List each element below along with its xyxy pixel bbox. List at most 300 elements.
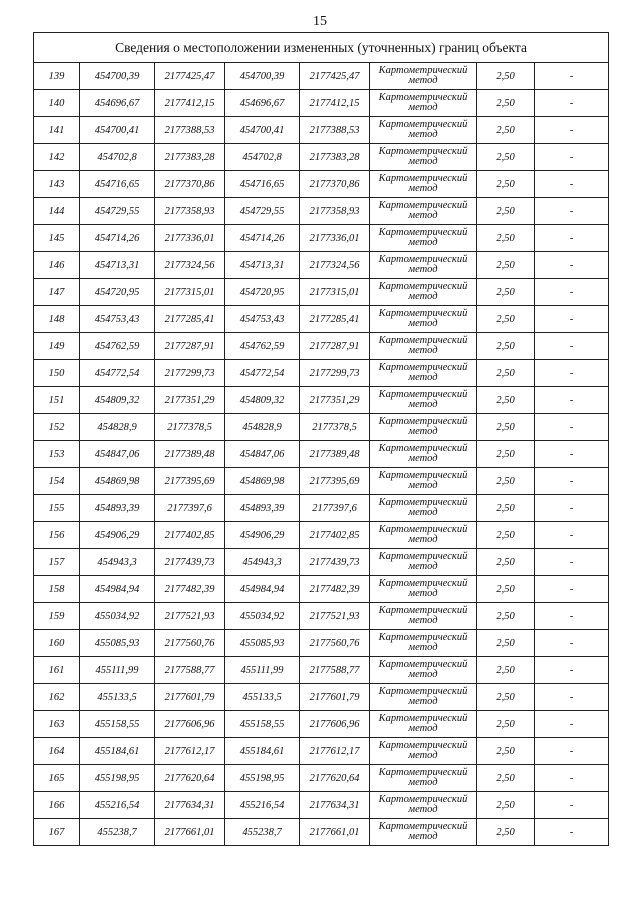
table-row [34,792,609,819]
refined-x: 454906,29 [225,522,300,549]
existing-y: 2177620,64 [155,765,225,792]
precision: 2,50 [477,225,535,252]
method-line1: Картометрический [378,605,468,616]
table-row [34,90,609,117]
point-number: 165 [34,765,80,792]
method-line2: метод [408,750,438,761]
refined-x: 455216,54 [225,792,300,819]
existing-y: 2177378,5 [155,414,225,441]
existing-x: 454984,94 [80,576,155,603]
table-row [34,441,609,468]
existing-y: 2177287,91 [155,333,225,360]
existing-x: 455216,54 [80,792,155,819]
method-line2: метод [408,831,438,842]
method-line1: Картометрический [378,227,468,238]
table-row [34,414,609,441]
precision: 2,50 [477,792,535,819]
method-line2: метод [408,453,438,464]
refined-y: 2177397,6 [300,495,370,522]
point-number: 167 [34,819,80,846]
point-number: 153 [34,441,80,468]
method-line1: Картометрический [378,821,468,832]
point-description: - [535,90,609,117]
boundary-coordinates-table [33,32,608,846]
table-row [34,819,609,846]
method-cell [370,549,477,576]
existing-y: 2177412,15 [155,90,225,117]
refined-y: 2177299,73 [300,360,370,387]
existing-x: 454809,32 [80,387,155,414]
existing-x: 454893,39 [80,495,155,522]
point-description: - [535,495,609,522]
existing-y: 2177402,85 [155,522,225,549]
refined-x: 455034,92 [225,603,300,630]
existing-x: 454716,65 [80,171,155,198]
refined-y: 2177601,79 [300,684,370,711]
existing-y: 2177606,96 [155,711,225,738]
method-cell [370,279,477,306]
coordinates-table [33,32,609,846]
precision: 2,50 [477,657,535,684]
table-row [34,333,609,360]
point-number: 161 [34,657,80,684]
method-cell [370,819,477,846]
existing-x: 454702,8 [80,144,155,171]
table-row [34,549,609,576]
refined-x: 454809,32 [225,387,300,414]
method-line2: метод [408,210,438,221]
table-row [34,306,609,333]
existing-x: 454943,3 [80,549,155,576]
method-cell [370,306,477,333]
precision: 2,50 [477,549,535,576]
method-line2: метод [408,156,438,167]
refined-y: 2177370,86 [300,171,370,198]
point-description: - [535,117,609,144]
existing-y: 2177601,79 [155,684,225,711]
refined-y: 2177287,91 [300,333,370,360]
precision: 2,50 [477,117,535,144]
point-description: - [535,306,609,333]
method-cell [370,495,477,522]
existing-x: 455085,93 [80,630,155,657]
point-number: 142 [34,144,80,171]
point-number: 166 [34,792,80,819]
point-number: 159 [34,603,80,630]
method-line2: метод [408,102,438,113]
method-line2: метод [408,264,438,275]
point-number: 139 [34,63,80,90]
method-cell [370,117,477,144]
refined-x: 454893,39 [225,495,300,522]
table-row [34,603,609,630]
refined-y: 2177612,17 [300,738,370,765]
point-description: - [535,333,609,360]
table-row [34,657,609,684]
method-line2: метод [408,372,438,383]
existing-y: 2177395,69 [155,468,225,495]
method-line2: метод [408,669,438,680]
method-line1: Картометрический [378,389,468,400]
table-row [34,117,609,144]
precision: 2,50 [477,333,535,360]
existing-y: 2177388,53 [155,117,225,144]
table-row [34,711,609,738]
existing-x: 454713,31 [80,252,155,279]
existing-y: 2177425,47 [155,63,225,90]
method-line2: метод [408,507,438,518]
method-cell [370,630,477,657]
point-number: 140 [34,90,80,117]
existing-x: 455034,92 [80,603,155,630]
method-line1: Картометрический [378,146,468,157]
method-line2: метод [408,237,438,248]
method-line2: метод [408,426,438,437]
table-row [34,387,609,414]
refined-y: 2177324,56 [300,252,370,279]
method-line2: метод [408,723,438,734]
point-number: 143 [34,171,80,198]
refined-y: 2177395,69 [300,468,370,495]
method-line2: метод [408,318,438,329]
point-description: - [535,225,609,252]
method-line1: Картометрический [378,740,468,751]
existing-y: 2177634,31 [155,792,225,819]
existing-y: 2177612,17 [155,738,225,765]
refined-y: 2177388,53 [300,117,370,144]
refined-y: 2177588,77 [300,657,370,684]
table-row [34,684,609,711]
method-cell [370,414,477,441]
refined-x: 455198,95 [225,765,300,792]
method-line1: Картометрический [378,65,468,76]
refined-y: 2177425,47 [300,63,370,90]
method-line2: метод [408,642,438,653]
method-cell [370,468,477,495]
precision: 2,50 [477,819,535,846]
point-number: 156 [34,522,80,549]
refined-x: 454702,8 [225,144,300,171]
method-line2: метод [408,183,438,194]
precision: 2,50 [477,252,535,279]
point-number: 146 [34,252,80,279]
existing-x: 454828,9 [80,414,155,441]
point-description: - [535,360,609,387]
refined-y: 2177315,01 [300,279,370,306]
precision: 2,50 [477,522,535,549]
existing-y: 2177351,29 [155,387,225,414]
method-cell [370,90,477,117]
table-row [34,225,609,252]
refined-x: 454696,67 [225,90,300,117]
point-description: - [535,387,609,414]
table-row [34,171,609,198]
precision: 2,50 [477,414,535,441]
precision: 2,50 [477,765,535,792]
method-line2: метод [408,399,438,410]
refined-y: 2177634,31 [300,792,370,819]
method-line2: метод [408,480,438,491]
point-number: 151 [34,387,80,414]
existing-y: 2177299,73 [155,360,225,387]
refined-x: 455133,5 [225,684,300,711]
point-description: - [535,63,609,90]
precision: 2,50 [477,144,535,171]
refined-y: 2177412,15 [300,90,370,117]
point-description: - [535,252,609,279]
precision: 2,50 [477,306,535,333]
method-line2: метод [408,75,438,86]
refined-y: 2177336,01 [300,225,370,252]
method-cell [370,576,477,603]
refined-x: 454700,39 [225,63,300,90]
refined-x: 454869,98 [225,468,300,495]
existing-x: 455184,61 [80,738,155,765]
point-description: - [535,684,609,711]
refined-x: 454772,54 [225,360,300,387]
refined-y: 2177383,28 [300,144,370,171]
point-description: - [535,198,609,225]
refined-x: 454762,59 [225,333,300,360]
existing-y: 2177389,48 [155,441,225,468]
precision: 2,50 [477,198,535,225]
precision: 2,50 [477,630,535,657]
method-line2: метод [408,804,438,815]
method-line1: Картометрический [378,713,468,724]
existing-x: 454700,39 [80,63,155,90]
method-line1: Картометрический [378,470,468,481]
refined-x: 454713,31 [225,252,300,279]
precision: 2,50 [477,576,535,603]
table-caption: Сведения о местоположении измененных (уточненных) границ объекта [34,33,609,63]
method-line1: Картометрический [378,416,468,427]
point-description: - [535,657,609,684]
method-line1: Картометрический [378,92,468,103]
method-line1: Картометрический [378,200,468,211]
precision: 2,50 [477,279,535,306]
refined-y: 2177389,48 [300,441,370,468]
existing-x: 455238,7 [80,819,155,846]
point-description: - [535,468,609,495]
method-cell [370,198,477,225]
refined-y: 2177439,73 [300,549,370,576]
refined-y: 2177606,96 [300,711,370,738]
point-number: 160 [34,630,80,657]
refined-x: 455238,7 [225,819,300,846]
page-number: 15 [313,14,327,29]
existing-x: 455111,99 [80,657,155,684]
refined-y: 2177351,29 [300,387,370,414]
refined-x: 454716,65 [225,171,300,198]
existing-y: 2177358,93 [155,198,225,225]
existing-x: 454772,54 [80,360,155,387]
method-line1: Картометрический [378,281,468,292]
existing-x: 454906,29 [80,522,155,549]
existing-x: 455158,55 [80,711,155,738]
method-cell [370,792,477,819]
point-number: 154 [34,468,80,495]
method-cell [370,441,477,468]
existing-y: 2177370,86 [155,171,225,198]
method-line2: метод [408,588,438,599]
table-row [34,630,609,657]
precision: 2,50 [477,360,535,387]
refined-x: 454943,3 [225,549,300,576]
existing-y: 2177397,6 [155,495,225,522]
table-row [34,360,609,387]
refined-y: 2177482,39 [300,576,370,603]
table-row [34,495,609,522]
table-row [34,252,609,279]
method-cell [370,738,477,765]
refined-y: 2177402,85 [300,522,370,549]
existing-y: 2177336,01 [155,225,225,252]
method-line1: Картометрический [378,551,468,562]
method-cell [370,252,477,279]
existing-y: 2177560,76 [155,630,225,657]
existing-x: 454869,98 [80,468,155,495]
method-cell [370,684,477,711]
existing-x: 454729,55 [80,198,155,225]
refined-x: 455085,93 [225,630,300,657]
method-line1: Картометрический [378,767,468,778]
existing-y: 2177521,93 [155,603,225,630]
existing-x: 454720,95 [80,279,155,306]
refined-x: 454847,06 [225,441,300,468]
method-line2: метод [408,696,438,707]
existing-y: 2177285,41 [155,306,225,333]
method-line2: метод [408,561,438,572]
precision: 2,50 [477,63,535,90]
existing-y: 2177324,56 [155,252,225,279]
existing-y: 2177661,01 [155,819,225,846]
method-cell [370,603,477,630]
precision: 2,50 [477,495,535,522]
precision: 2,50 [477,738,535,765]
table-row [34,576,609,603]
table-row [34,144,609,171]
point-number: 148 [34,306,80,333]
method-line1: Картометрический [378,686,468,697]
method-cell [370,171,477,198]
method-cell [370,225,477,252]
point-description: - [535,549,609,576]
existing-x: 454753,43 [80,306,155,333]
existing-y: 2177588,77 [155,657,225,684]
method-line2: метод [408,129,438,140]
method-line1: Картометрический [378,794,468,805]
refined-y: 2177285,41 [300,306,370,333]
method-line1: Картометрический [378,659,468,670]
table-row [34,468,609,495]
method-line1: Картометрический [378,524,468,535]
refined-y: 2177661,01 [300,819,370,846]
existing-x: 454696,67 [80,90,155,117]
existing-x: 454762,59 [80,333,155,360]
point-number: 149 [34,333,80,360]
existing-x: 454847,06 [80,441,155,468]
point-number: 163 [34,711,80,738]
existing-y: 2177482,39 [155,576,225,603]
method-line1: Картометрический [378,119,468,130]
existing-x: 454700,41 [80,117,155,144]
point-number: 145 [34,225,80,252]
point-number: 152 [34,414,80,441]
point-number: 157 [34,549,80,576]
point-number: 164 [34,738,80,765]
method-line1: Картометрический [378,308,468,319]
method-line2: метод [408,777,438,788]
existing-y: 2177439,73 [155,549,225,576]
refined-x: 454700,41 [225,117,300,144]
point-description: - [535,792,609,819]
point-description: - [535,738,609,765]
method-line1: Картометрический [378,497,468,508]
refined-y: 2177521,93 [300,603,370,630]
table-row [34,63,609,90]
point-number: 158 [34,576,80,603]
point-description: - [535,819,609,846]
point-number: 144 [34,198,80,225]
method-cell [370,333,477,360]
existing-y: 2177315,01 [155,279,225,306]
point-number: 147 [34,279,80,306]
method-cell [370,144,477,171]
existing-x: 454714,26 [80,225,155,252]
refined-y: 2177620,64 [300,765,370,792]
method-cell [370,657,477,684]
method-line2: метод [408,291,438,302]
method-line2: метод [408,345,438,356]
refined-x: 454720,95 [225,279,300,306]
table-body [34,63,609,846]
method-cell [370,711,477,738]
refined-y: 2177560,76 [300,630,370,657]
refined-x: 454753,43 [225,306,300,333]
refined-x: 454984,94 [225,576,300,603]
method-cell [370,387,477,414]
point-description: - [535,711,609,738]
point-description: - [535,603,609,630]
precision: 2,50 [477,387,535,414]
precision: 2,50 [477,468,535,495]
refined-y: 2177378,5 [300,414,370,441]
point-description: - [535,630,609,657]
precision: 2,50 [477,684,535,711]
method-line1: Картометрический [378,335,468,346]
point-description: - [535,441,609,468]
refined-x: 455184,61 [225,738,300,765]
method-cell [370,63,477,90]
existing-x: 455133,5 [80,684,155,711]
precision: 2,50 [477,90,535,117]
refined-x: 455158,55 [225,711,300,738]
method-line1: Картометрический [378,632,468,643]
precision: 2,50 [477,171,535,198]
point-description: - [535,171,609,198]
point-description: - [535,765,609,792]
method-line2: метод [408,615,438,626]
point-description: - [535,576,609,603]
refined-y: 2177358,93 [300,198,370,225]
refined-x: 454729,55 [225,198,300,225]
point-number: 162 [34,684,80,711]
table-row [34,198,609,225]
point-number: 150 [34,360,80,387]
point-description: - [535,522,609,549]
precision: 2,50 [477,603,535,630]
method-line1: Картометрический [378,173,468,184]
